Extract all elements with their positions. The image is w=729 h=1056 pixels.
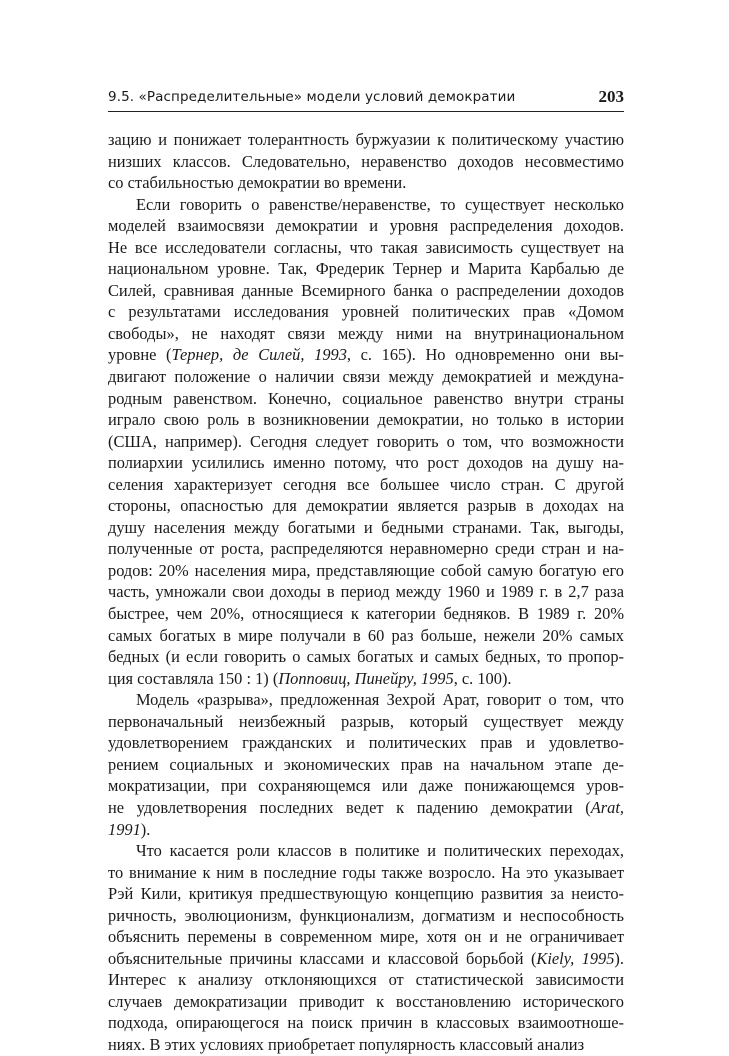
text-run: душу населения между богатыми и бедными странами. Так, выгоды, xyxy=(108,517,624,537)
text-line xyxy=(108,948,624,970)
text-line xyxy=(108,172,624,194)
text-run: моделей взаимосвязи демократии и уровня распределения доходов. xyxy=(108,216,624,236)
citation-italic: Тернер, де Силей, 1993 xyxy=(171,345,347,365)
text-line xyxy=(108,689,624,711)
text-line xyxy=(108,431,624,453)
text-run: Силей, сравнивая данные Всемирного банка о распределении доходов xyxy=(108,280,624,300)
text-line xyxy=(108,323,624,345)
text-run: уровне ( xyxy=(108,345,172,365)
text-run: Рэй Кили, критикуя предшествующую концепцию развития за неисто- xyxy=(108,884,624,904)
text-run: не удовлетворения последних ведет к падению демократии ( xyxy=(108,797,591,817)
text-run: Модель «разрыва», предложенная Зехрой Арат, говорит о том, что xyxy=(136,690,624,710)
text-line xyxy=(108,991,624,1013)
text-line xyxy=(108,452,624,474)
text-run: рением социальных и экономических прав на начальном этапе де- xyxy=(108,754,624,774)
text-line xyxy=(108,797,624,819)
text-line xyxy=(108,495,624,517)
text-line xyxy=(108,560,624,582)
text-run: родным равенством. Конечно, социальное равенство внутри страны xyxy=(108,388,624,408)
text-run: зацию и понижает толерантность буржуазии к политическому участию xyxy=(108,130,624,149)
text-run: двигают положение о наличии связи между демократией и междуна- xyxy=(108,367,624,387)
paragraph xyxy=(108,689,624,840)
text-run: Что касается роли классов в политике и политических переходах, xyxy=(136,841,624,861)
running-title: 9.5. «Распределительные» модели условий демократии xyxy=(108,89,516,105)
text-line xyxy=(108,237,624,259)
text-run: объяснительные причины классами и классовой борьбой ( xyxy=(108,948,537,968)
paragraph xyxy=(108,129,624,194)
text-run: селения характеризует сегодня все большее число стран. С другой xyxy=(108,474,624,494)
text-line xyxy=(108,258,624,280)
text-line xyxy=(108,388,624,410)
citation-italic: Попповиц, Пинейру, 1995 xyxy=(278,668,454,688)
text-run: часть, умножали свои доходы в период между 1960 и 1989 г. в 2,7 раза xyxy=(108,582,624,602)
text-line xyxy=(108,517,624,539)
text-line xyxy=(108,625,624,647)
text-run: ). xyxy=(614,948,624,968)
text-line xyxy=(108,862,624,884)
citation-italic: Kiely, 1995 xyxy=(536,948,615,968)
text-line xyxy=(108,926,624,948)
text-line xyxy=(108,754,624,776)
text-run: ричность, эволюционизм, функционализм, догматизм и неспособность xyxy=(108,905,624,925)
text-run: ). xyxy=(140,819,151,839)
text-run: бедных (и если говорить о самых богатых и самых бедных, то пропор- xyxy=(108,647,624,667)
text-run: низших классов. Следовательно, неравенство доходов несовместимо xyxy=(108,151,624,171)
text-run: свободы», не находят связи между ними на внутринациональном xyxy=(108,323,624,343)
text-run: ниях. В этих условиях приобретает популярность классовый анализ xyxy=(108,1034,585,1054)
running-header xyxy=(108,89,624,112)
text-line xyxy=(108,194,624,216)
text-line xyxy=(108,129,624,151)
text-run: Если говорить о равенстве/неравенстве, то существует несколько xyxy=(136,194,624,214)
text-line xyxy=(108,732,624,754)
text-line xyxy=(108,538,624,560)
text-line xyxy=(108,215,624,237)
text-line xyxy=(108,969,624,991)
text-run: играло свою роль в возникновении демократии, но только в истории xyxy=(108,410,624,430)
text-run: подхода, опирающегося на поиск причин в классовых взаимоотноше- xyxy=(108,1013,624,1033)
text-line xyxy=(108,366,624,388)
paragraph xyxy=(108,194,624,690)
text-run: родов: 20% населения мира, представляющие собой самую богатую его xyxy=(108,560,624,580)
text-run: Интерес к анализу отклоняющихся от статистической зависимости xyxy=(108,970,624,990)
text-run: случаев демократизации приводит к восстановлению исторического xyxy=(108,991,624,1011)
text-line xyxy=(108,301,624,323)
text-line xyxy=(108,1012,624,1034)
text-run: со стабильностью демократии во времени. xyxy=(108,173,407,193)
text-line xyxy=(108,581,624,603)
text-line xyxy=(108,883,624,905)
text-line xyxy=(108,711,624,733)
text-run: (США, например). Сегодня следует говорить о том, что возможности xyxy=(108,431,624,451)
text-line xyxy=(108,1034,624,1056)
text-line xyxy=(108,344,624,366)
text-line xyxy=(108,905,624,927)
text-line xyxy=(108,151,624,173)
text-run: Не все исследователи согласны, что такая зависимость существует на xyxy=(108,237,624,257)
citation-italic: 1991 xyxy=(108,819,141,839)
text-line xyxy=(108,646,624,668)
text-run: то внимание к ним в последние годы также возросло. На это указывает xyxy=(108,862,624,882)
text-line xyxy=(108,409,624,431)
text-run: стороны, опасностью для демократии является разрыв в доходах на xyxy=(108,496,624,516)
text-run: с результатами исследования уровней политических прав «Домом xyxy=(108,302,624,322)
text-run: быстрее, чем 20%, относящиеся к категории бедняков. В 1989 г. 20% xyxy=(108,604,624,624)
text-run: , с. 165). Но одновременно они вы- xyxy=(346,345,624,365)
text-line xyxy=(108,603,624,625)
text-line xyxy=(108,775,624,797)
text-run: полученные от роста, распределяются неравномерно среди стран и на- xyxy=(108,539,624,559)
body-text xyxy=(108,129,624,1056)
text-line xyxy=(108,819,624,841)
paragraph xyxy=(108,840,624,1055)
text-run: , с. 100). xyxy=(453,668,512,688)
text-line xyxy=(108,668,624,690)
text-run: полиархии усилились именно потому, что рост доходов на душу на- xyxy=(108,453,624,473)
text-run: объяснить перемены в современном мире, хотя он и не ограничивает xyxy=(108,927,624,947)
text-run: удовлетворением гражданских и политических прав и удовлетво- xyxy=(108,733,624,753)
text-run: ция составляла 150 : 1) ( xyxy=(108,668,279,688)
text-line xyxy=(108,474,624,496)
citation-italic: Arat, xyxy=(590,797,624,817)
text-run: национальном уровне. Так, Фредерик Тернер и Марита Карбалью де xyxy=(108,259,624,279)
text-line xyxy=(108,840,624,862)
text-run: мократизации, при сохраняющемся или даже понижающемся уров- xyxy=(108,776,624,796)
text-line xyxy=(108,280,624,302)
page-number: 203 xyxy=(598,87,624,106)
text-run: самых богатых в мире получали в 60 раз больше, нежели 20% самых xyxy=(108,625,624,645)
text-run: первоначальный неизбежный разрыв, который существует между xyxy=(108,711,624,731)
